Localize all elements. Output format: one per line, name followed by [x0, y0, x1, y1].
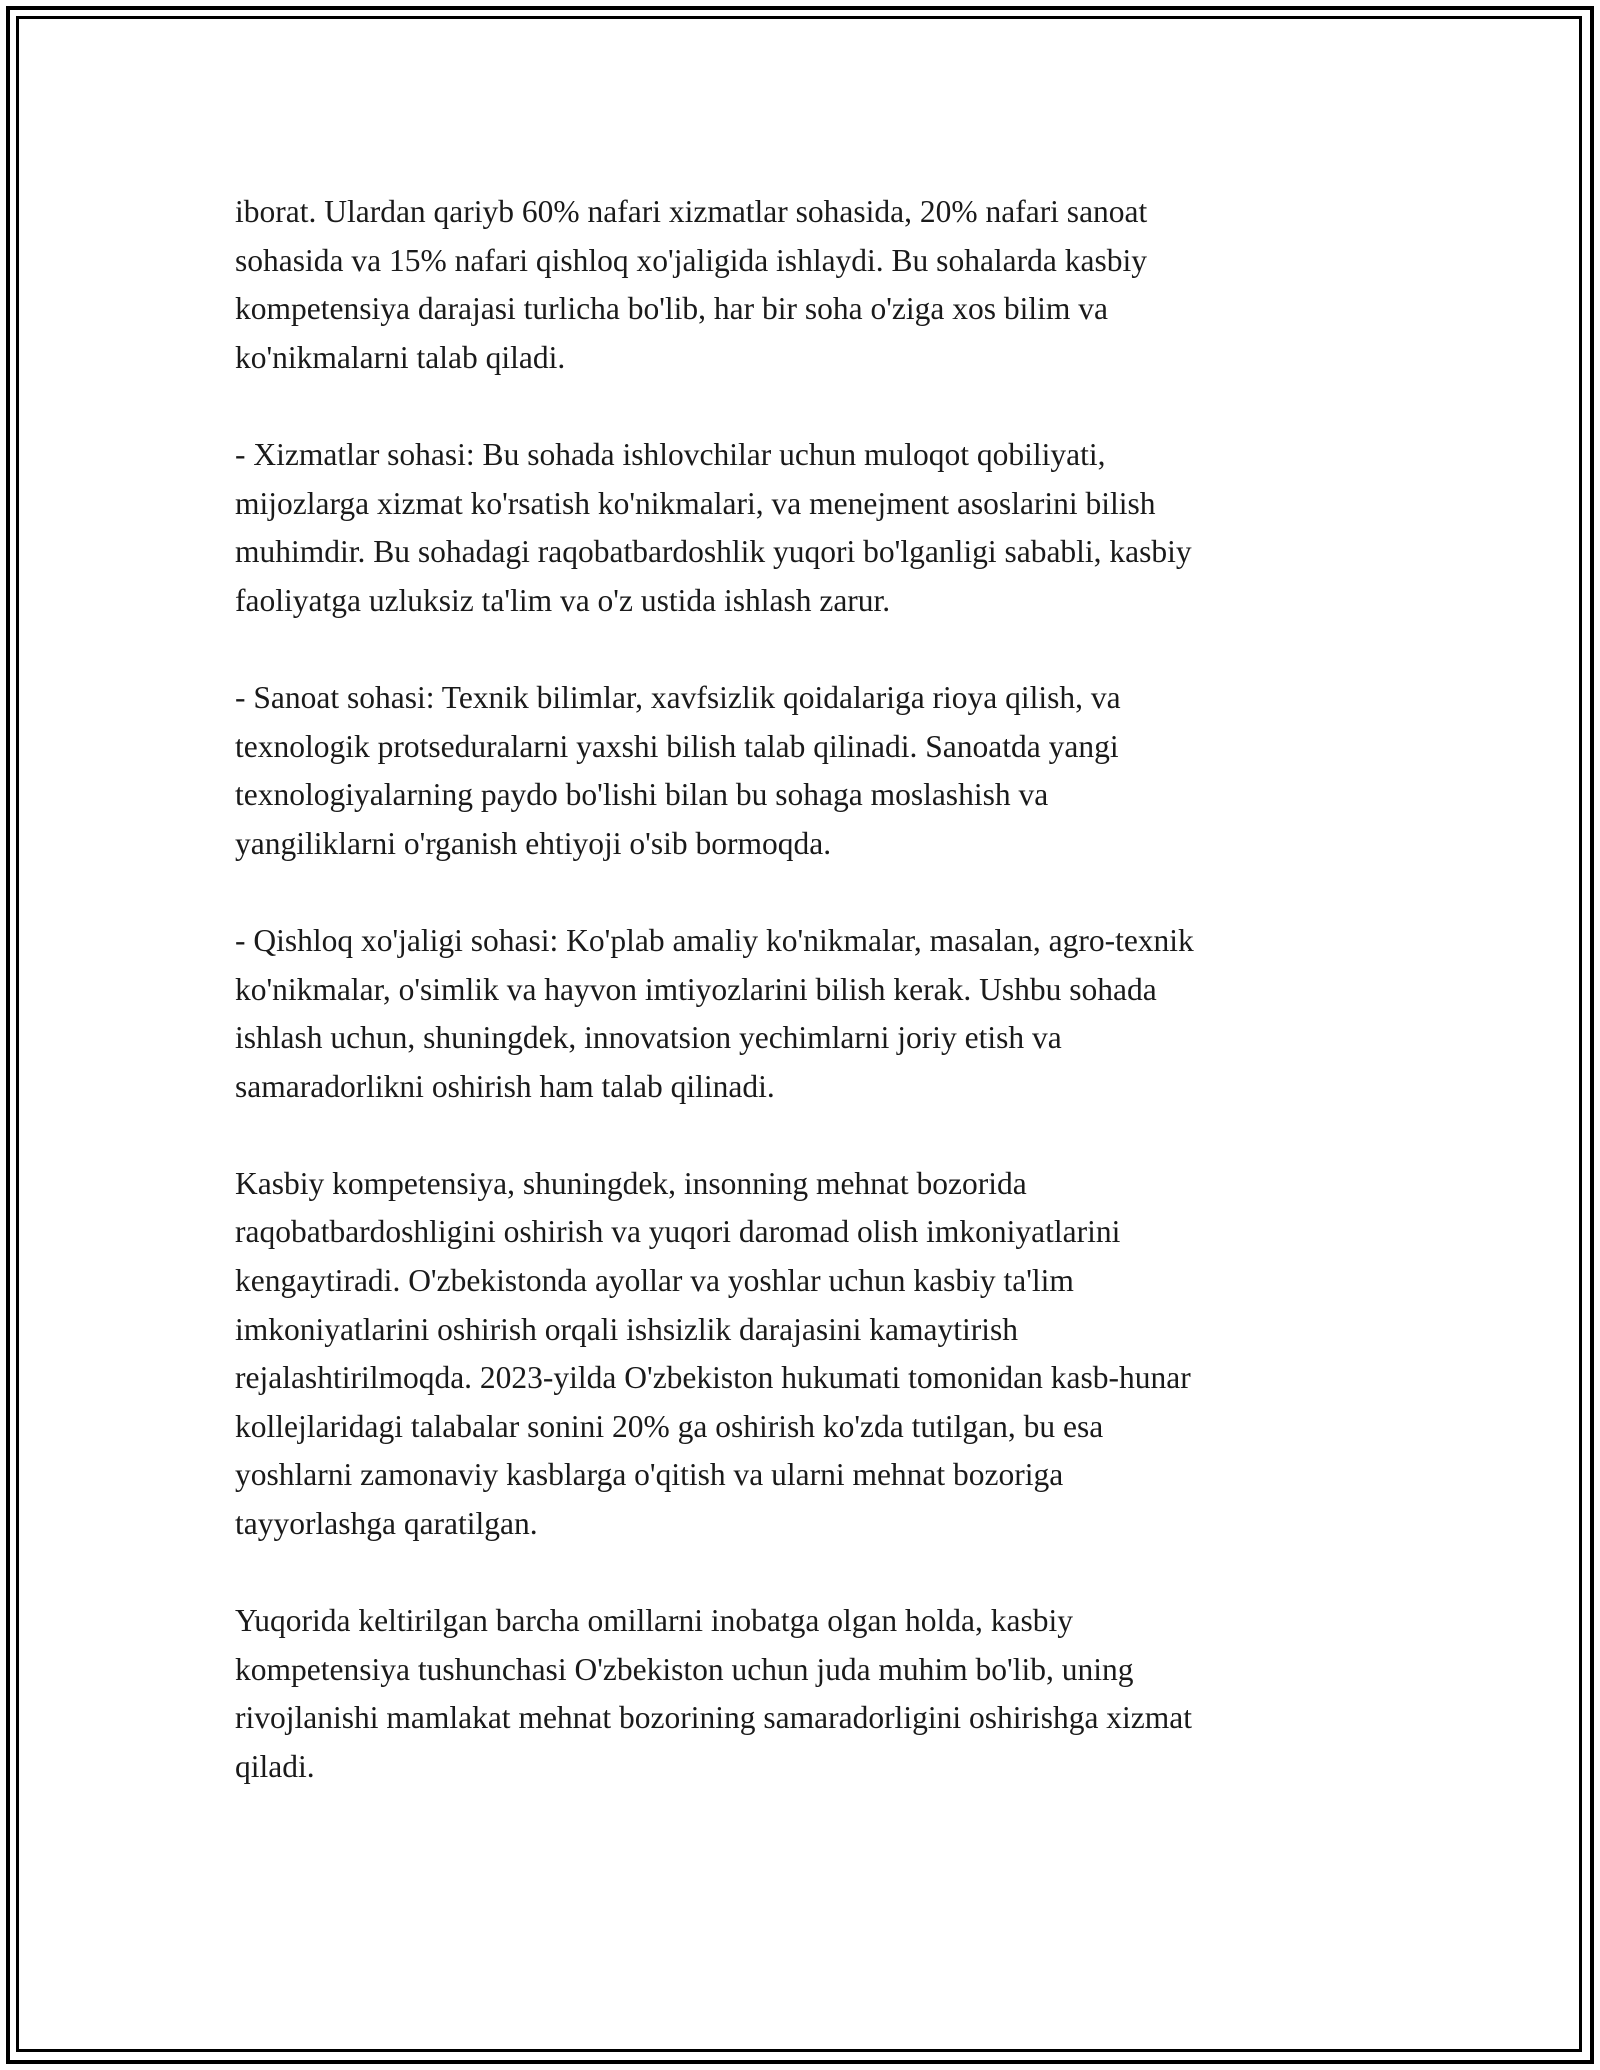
text-line: tayyorlashga qaratilgan.: [235, 1506, 538, 1542]
text-line: faoliyatga uzluksiz ta'lim va o'z ustida ishlash zarur.: [235, 582, 891, 618]
text-line: yoshlarni zamonaviy kasblarga o'qitish va ularni mehnat bozoriga: [235, 1457, 1064, 1493]
text-line: - Qishloq xo'jaligi sohasi: Ko'plab amaliy ko'nikmalar, masalan, agro-texnik: [235, 922, 1194, 958]
text-line: texnologiyalarning paydo bo'lishi bilan bu sohaga moslashish va: [235, 777, 1049, 813]
paragraph-industry-sector: [235, 674, 1355, 868]
paragraph-spacer: [235, 868, 1355, 917]
text-line: mijozlarga xizmat ko'rsatish ko'nikmalari, va menejment asoslarini bilish: [235, 485, 1156, 521]
text-line: ko'nikmalar, o'simlik va hayvon imtiyozlarini bilish kerak. Ushbu sohada: [235, 971, 1157, 1007]
text-line: Kasbiy kompetensiya, shuningdek, insonning mehnat bozorida: [235, 1165, 1027, 1201]
paragraph-services-sector: [235, 431, 1355, 625]
text-line: texnologik protseduralarni yaxshi bilish talab qilinadi. Sanoatda yangi: [235, 728, 1119, 764]
paragraph-spacer: [235, 382, 1355, 431]
text-line: kollejlaridagi talabalar sonini 20% ga oshirish ko'zda tutilgan, bu esa: [235, 1408, 1104, 1444]
text-line: sohasida va 15% nafari qishloq xo'jaligida ishlaydi. Bu sohalarda kasbiy: [235, 242, 1147, 278]
text-line: ishlash uchun, shuningdek, innovatsion yechimlarni joriy etish va: [235, 1020, 1062, 1056]
text-line: muhimdir. Bu sohadagi raqobatbardoshlik yuqori bo'lganligi sababli, kasbiy: [235, 534, 1192, 570]
text-line: kengaytiradi. O'zbekistonda ayollar va yoshlar uchun kasbiy ta'lim: [235, 1263, 1074, 1299]
text-line: raqobatbardoshligini oshirish va yuqori daromad olish imkoniyatlarini: [235, 1214, 1121, 1250]
paragraph-agriculture-sector: [235, 917, 1355, 1111]
paragraph-competence: [235, 1160, 1355, 1549]
paragraph-conclusion: [235, 1597, 1355, 1791]
text-line: - Xizmatlar sohasi: Bu sohada ishlovchilar uchun muloqot qobiliyati,: [235, 436, 1106, 472]
paragraph-intro: [235, 188, 1355, 382]
paragraph-spacer: [235, 1111, 1355, 1160]
text-line: iborat. Ulardan qariyb 60% nafari xizmatlar sohasida, 20% nafari sanoat: [235, 194, 1148, 229]
text-line: qiladi.: [235, 1749, 315, 1784]
text-line: rivojlanishi mamlakat mehnat bozorining samaradorligini oshirishga xizmat: [235, 1700, 1193, 1736]
document-body: [235, 188, 1355, 1792]
text-line: ko'nikmalarni talab qiladi.: [235, 339, 566, 375]
text-line: - Sanoat sohasi: Texnik bilimlar, xavfsizlik qoidalariga rioya qilish, va: [235, 679, 1121, 715]
paragraph-spacer: [235, 625, 1355, 674]
text-line: samaradorlikni oshirish ham talab qilinadi.: [235, 1068, 775, 1104]
text-line: Yuqorida keltirilgan barcha omillarni inobatga olgan holda, kasbiy: [235, 1603, 1074, 1639]
text-line: kompetensiya tushunchasi O'zbekiston uchun juda muhim bo'lib, uning: [235, 1651, 1134, 1687]
text-line: yangiliklarni o'rganish ehtiyoji o'sib bormoqda.: [235, 825, 832, 861]
text-line: rejalashtirilmoqda. 2023-yilda O'zbekiston hukumati tomonidan kasb-hunar: [235, 1360, 1191, 1396]
paragraph-spacer: [235, 1549, 1355, 1598]
text-line: kompetensiya darajasi turlicha bo'lib, har bir soha o'ziga xos bilim va: [235, 291, 1109, 327]
text-line: imkoniyatlarini oshirish orqali ishsizlik darajasini kamaytirish: [235, 1311, 1018, 1347]
